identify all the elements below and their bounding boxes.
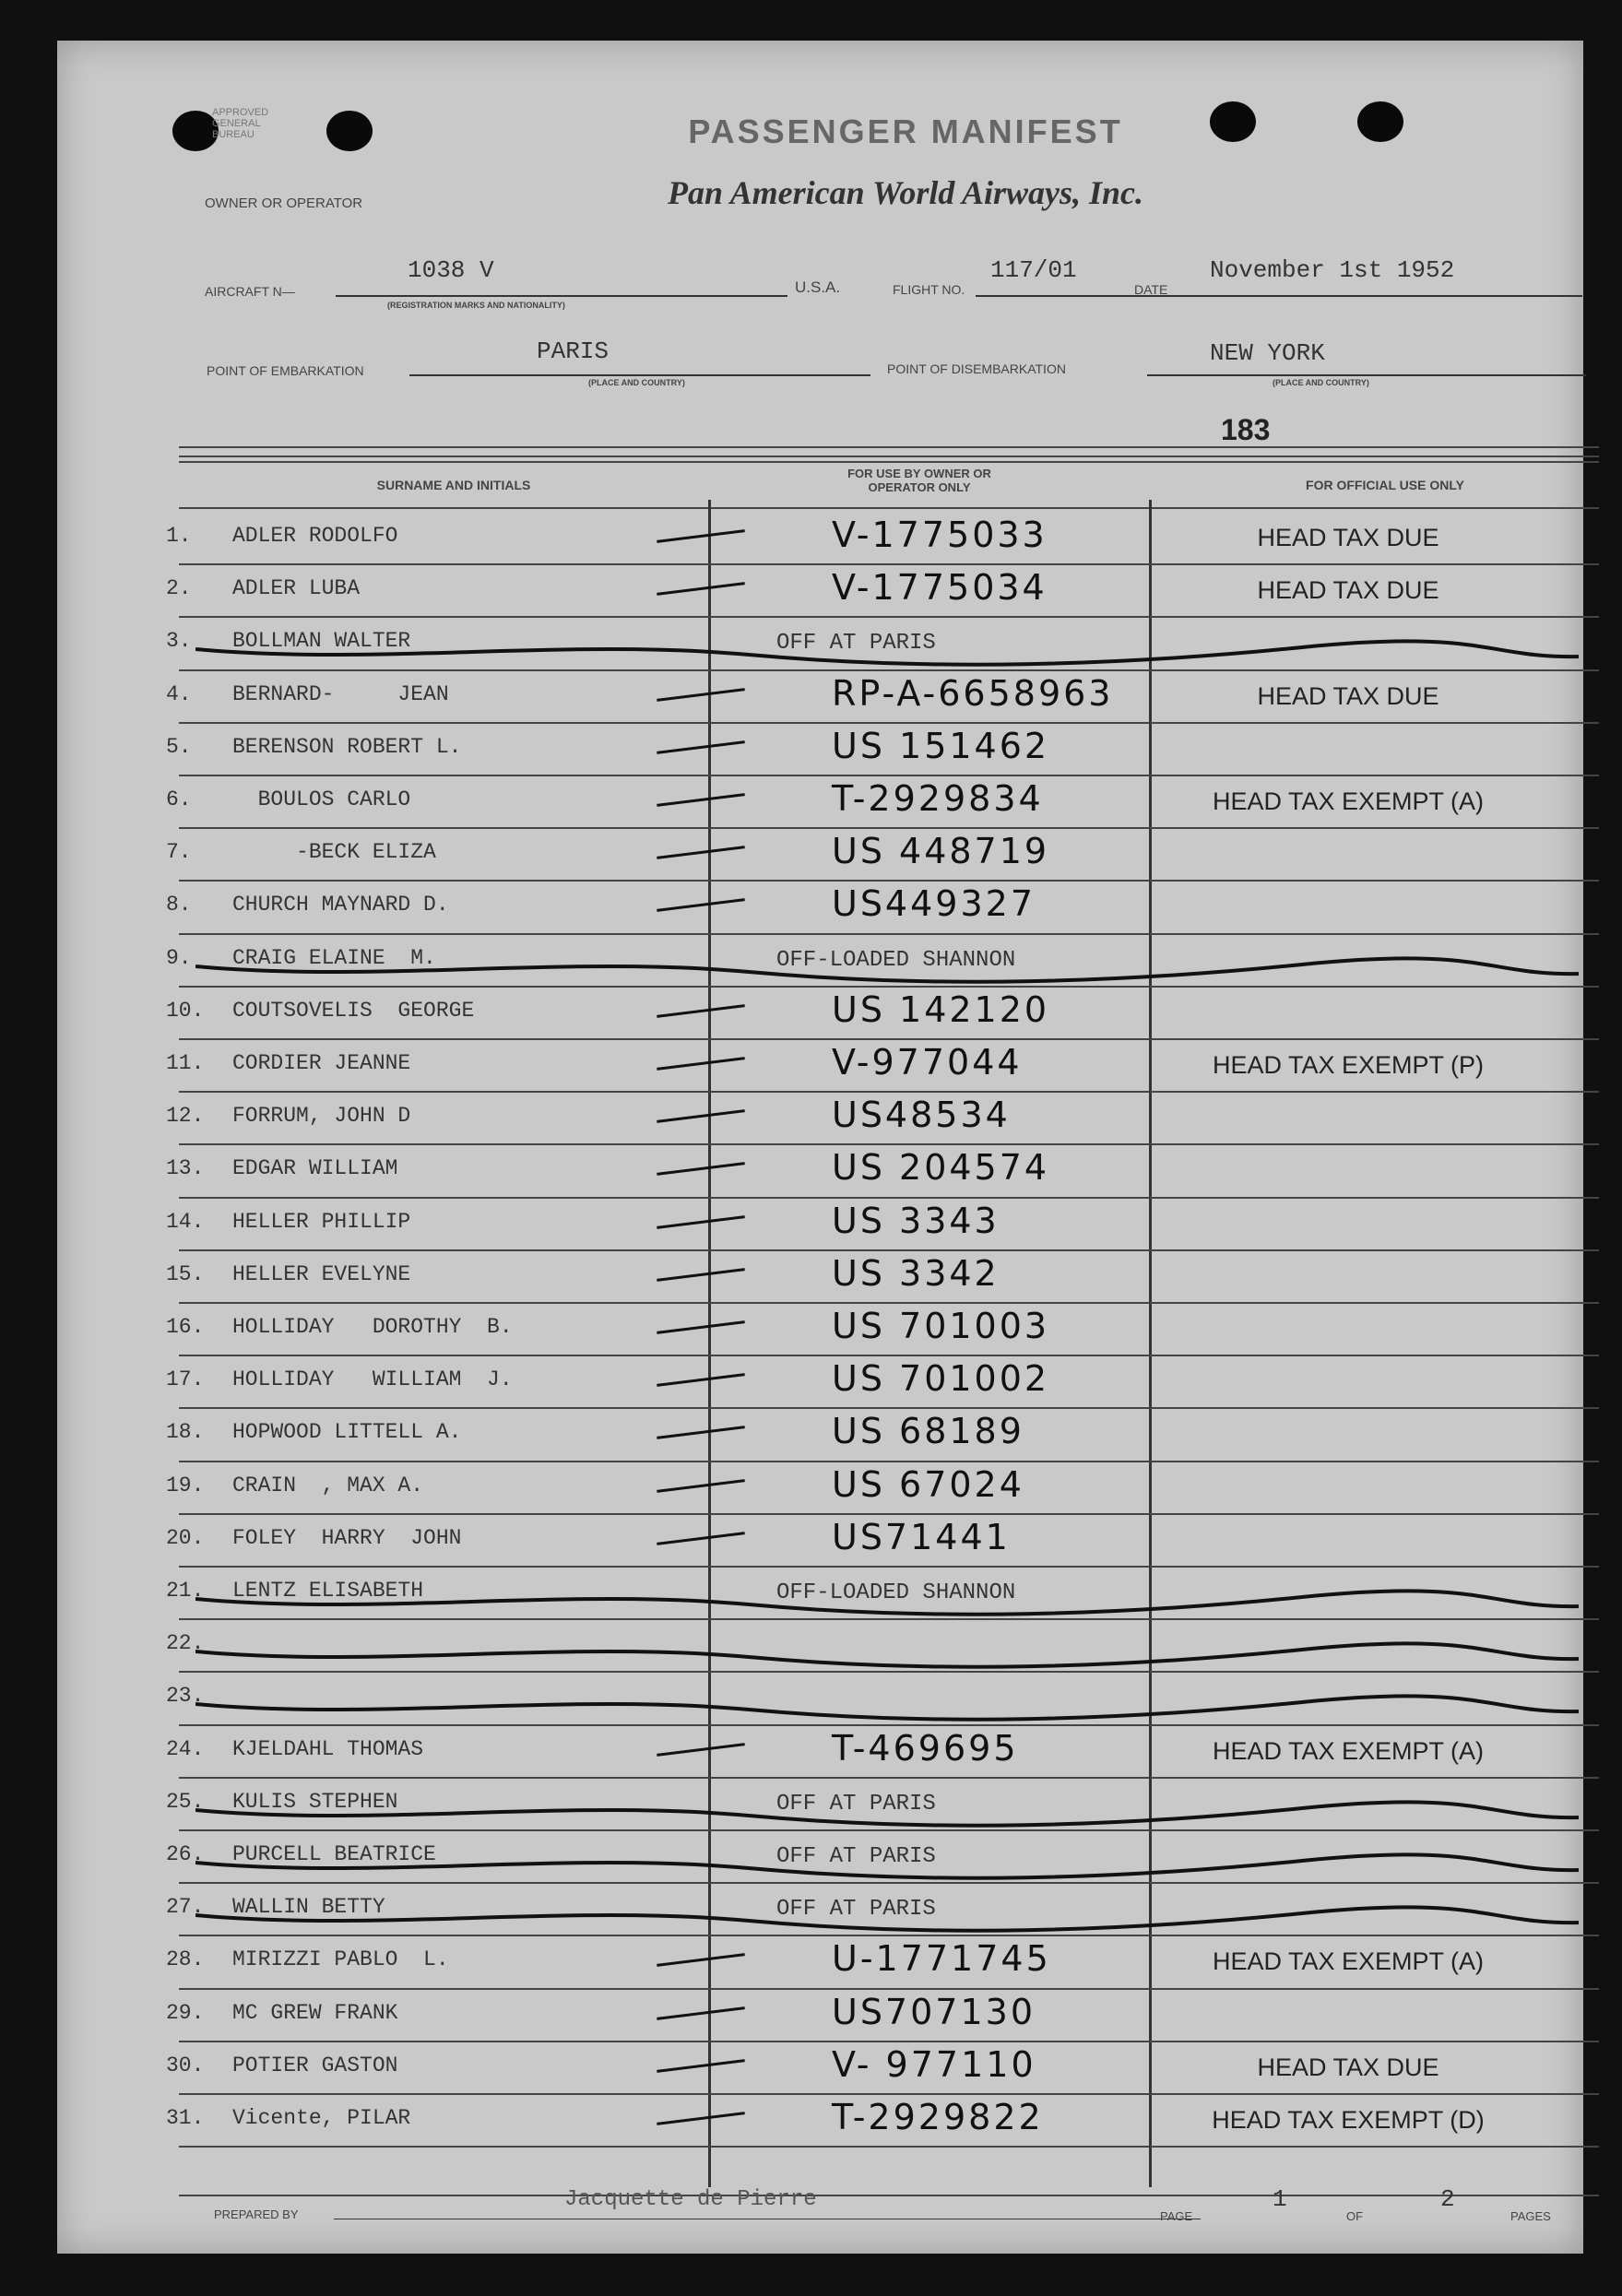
- table-row: [57, 1515, 1583, 1568]
- tick-mark: [657, 2059, 745, 2073]
- strikethrough-line: [195, 1852, 1579, 1885]
- tick-mark: [657, 1743, 745, 1757]
- document-number: V-1775034: [832, 567, 1048, 609]
- official-use-entry: HEAD TAX EXEMPT (A): [1212, 787, 1485, 815]
- table-row: [57, 1673, 1583, 1725]
- document-number: RP-A-6658963: [832, 672, 1114, 714]
- table-row: [57, 1199, 1583, 1251]
- passenger-name: BOLLMAN WALTER: [232, 629, 411, 654]
- embarkation-value: PARIS: [537, 337, 610, 365]
- table-row: [57, 882, 1583, 934]
- tick-mark: [657, 793, 745, 807]
- tick-mark: [657, 1320, 745, 1334]
- tick-mark: [657, 846, 745, 859]
- table-row: [57, 1936, 1583, 1989]
- table-row: [57, 724, 1583, 776]
- document-number: US 204574: [832, 1147, 1050, 1189]
- table-bottom-rule: [179, 2195, 1599, 2196]
- row-number: 8.: [166, 893, 192, 917]
- row-number: 26.: [166, 1842, 205, 1866]
- strikethrough-line: [195, 1799, 1579, 1832]
- aircraft-label: AIRCRAFT N—: [205, 284, 295, 299]
- airline-name: Pan American World Airways, Inc.: [667, 174, 1144, 211]
- table-row: [57, 1409, 1583, 1462]
- aircraft-value: 1038 V: [408, 256, 494, 284]
- document-number: US 67024: [832, 1463, 1024, 1505]
- tick-mark: [657, 688, 745, 702]
- table-top-rule: [179, 461, 1599, 463]
- flight-value: 117/01: [990, 256, 1077, 284]
- embarkation-sublabel: (PLACE AND COUNTRY): [588, 378, 685, 387]
- official-use-entry: HEAD TAX EXEMPT (P): [1212, 1051, 1485, 1079]
- strikethrough-line: [195, 638, 1579, 671]
- passenger-name: Vicente, PILAR: [232, 2106, 411, 2130]
- column-header-surname: SURNAME AND INITIALS: [376, 478, 531, 492]
- document-number: US 701003: [832, 1306, 1050, 1346]
- passenger-name: CORDIER JEANNE: [232, 1051, 411, 1075]
- tick-mark: [657, 1215, 745, 1229]
- table-row: [57, 565, 1583, 618]
- table-row: [57, 1990, 1583, 2042]
- document-number: V-1775033: [832, 515, 1048, 555]
- row-note: OFF AT PARIS: [776, 1897, 936, 1923]
- aircraft-sublabel: (REGISTRATION MARKS AND NATIONALITY): [387, 301, 565, 310]
- passenger-name: HELLER PHILLIP: [232, 1209, 411, 1234]
- table-row: [57, 1884, 1583, 1936]
- tick-mark: [657, 529, 745, 543]
- row-number: 27.: [166, 1895, 205, 1920]
- table-row: [57, 1040, 1583, 1093]
- official-use-entry: HEAD TAX EXEMPT (D): [1212, 2106, 1485, 2134]
- official-use-entry: HEAD TAX DUE: [1257, 524, 1439, 551]
- row-number: 22.: [166, 1631, 205, 1656]
- row-number: 17.: [166, 1367, 205, 1392]
- passenger-name: BOULOS CARLO: [232, 787, 411, 811]
- disembarkation-sublabel: (PLACE AND COUNTRY): [1273, 378, 1369, 387]
- row-note: OFF AT PARIS: [776, 631, 936, 657]
- passenger-name: MIRIZZI PABLO L.: [232, 1947, 449, 1972]
- row-number: 25.: [166, 1789, 205, 1814]
- owner-label: OWNER OR OPERATOR: [205, 195, 363, 211]
- document-number: US 3343: [832, 1200, 1000, 1241]
- tick-mark: [657, 1163, 745, 1177]
- row-number: 4.: [166, 681, 192, 706]
- row-number: 30.: [166, 2053, 205, 2077]
- passenger-name: LENTZ ELISABETH: [232, 1579, 424, 1603]
- passenger-name: HOLLIDAY WILLIAM J.: [232, 1367, 513, 1392]
- row-number: 5.: [166, 734, 192, 759]
- document-number: US 448719: [832, 831, 1050, 872]
- passenger-name: EDGAR WILLIAM: [232, 1156, 398, 1181]
- table-row: [57, 1568, 1583, 1620]
- stamp-line: GENERAL: [212, 118, 261, 129]
- table-row: [57, 1304, 1583, 1356]
- pages-label: PAGES: [1510, 2209, 1551, 2223]
- tick-mark: [657, 1426, 745, 1440]
- strikethrough-line: [195, 1904, 1579, 1937]
- passenger-name: -BECK ELIZA: [232, 840, 436, 865]
- table-row: [57, 618, 1583, 670]
- tick-mark: [657, 2112, 745, 2125]
- table-row: [57, 1356, 1583, 1409]
- embarkation-underline: [409, 374, 870, 376]
- row-number: 23.: [166, 1684, 205, 1709]
- row-number: 15.: [166, 1261, 205, 1286]
- passenger-name: BERNARD- JEAN: [232, 681, 449, 706]
- row-number: 7.: [166, 840, 192, 865]
- prepared-by-label: PREPARED BY: [214, 2207, 299, 2221]
- sheet-number: 183: [1221, 413, 1271, 446]
- passenger-name: CHURCH MAYNARD D.: [232, 893, 449, 917]
- embarkation-label: POINT OF EMBARKATION: [207, 363, 364, 378]
- document-number: T-2929822: [832, 2097, 1044, 2137]
- document-number: US71441: [832, 1516, 1011, 1557]
- table-row: [57, 829, 1583, 882]
- row-number: 28.: [166, 1947, 205, 1972]
- header-bottom-rule: [179, 507, 1599, 509]
- tick-mark: [657, 899, 745, 913]
- document-number: V- 977110: [832, 2043, 1036, 2085]
- row-number: 1.: [166, 524, 192, 548]
- punch-hole: [326, 111, 373, 151]
- page-value: 1: [1273, 2185, 1287, 2213]
- strikethrough-line: [195, 1640, 1579, 1674]
- passenger-name: MC GREW FRANK: [232, 2000, 398, 2025]
- row-number: 2.: [166, 576, 192, 601]
- table-row: [57, 1145, 1583, 1198]
- row-number: 3.: [166, 629, 192, 654]
- official-use-entry: HEAD TAX DUE: [1257, 681, 1439, 710]
- document-number: US48534: [832, 1095, 1011, 1136]
- document-number: T-469695: [832, 1727, 1019, 1769]
- document-number: U-1771745: [832, 1938, 1051, 1980]
- row-number: 13.: [166, 1156, 205, 1181]
- passenger-name: ADLER LUBA: [232, 576, 361, 601]
- row-number: 21.: [166, 1579, 205, 1603]
- table-row: [57, 1779, 1583, 1831]
- official-use-entry: HEAD TAX DUE: [1257, 2053, 1439, 2081]
- table-row: [57, 1831, 1583, 1884]
- table-row: [57, 935, 1583, 988]
- tick-mark: [657, 582, 745, 596]
- column-header-owner-use: FOR USE BY OWNER OR OPERATOR ONLY: [847, 467, 991, 494]
- row-number: 11.: [166, 1051, 205, 1075]
- tick-mark: [657, 1057, 745, 1071]
- tick-mark: [657, 1004, 745, 1018]
- table-row: [57, 1726, 1583, 1779]
- row-number: 20.: [166, 1525, 205, 1550]
- column-header-official-use: FOR OFFICIAL USE ONLY: [1306, 478, 1464, 492]
- document-number: US449327: [832, 883, 1036, 925]
- page-title: PASSENGER MANIFEST: [688, 112, 1123, 150]
- row-number: 31.: [166, 2106, 205, 2130]
- passenger-name: BERENSON ROBERT L.: [232, 734, 462, 759]
- document-number: US 142120: [832, 988, 1050, 1030]
- stamp-line: APPROVED: [212, 107, 269, 118]
- punch-hole: [1357, 101, 1403, 142]
- table-row: [57, 2042, 1583, 2095]
- of-value: 2: [1440, 2185, 1455, 2213]
- stamp-line: BUREAU: [212, 129, 255, 140]
- official-use-entry: HEAD TAX EXEMPT (A): [1212, 1736, 1485, 1765]
- official-use-entry: HEAD TAX DUE: [1257, 576, 1439, 605]
- tick-mark: [657, 2006, 745, 2020]
- passenger-name: HOPWOOD LITTELL A.: [232, 1420, 462, 1445]
- row-note: OFF AT PARIS: [776, 1844, 936, 1869]
- row-note: OFF AT PARIS: [776, 1791, 936, 1817]
- prepared-by-value: Jacquette de Pierre: [564, 2187, 817, 2212]
- passenger-name: PURCELL BEATRICE: [232, 1842, 436, 1866]
- passenger-name: CRAIG ELAINE M.: [232, 945, 436, 970]
- tick-mark: [657, 1532, 745, 1545]
- strikethrough-line: [195, 1693, 1579, 1726]
- row-number: 18.: [166, 1420, 205, 1445]
- aircraft-underline: [336, 295, 787, 297]
- tick-mark: [657, 1373, 745, 1387]
- tick-mark: [657, 1479, 745, 1493]
- row-note: OFF-LOADED SHANNON: [776, 947, 1016, 973]
- approval-stamp: [212, 107, 268, 140]
- row-number: 24.: [166, 1736, 205, 1761]
- table-row: [57, 1462, 1583, 1515]
- strikethrough-line: [195, 955, 1579, 988]
- passenger-name: KULIS STEPHEN: [232, 1789, 398, 1814]
- usa-label: U.S.A.: [795, 278, 841, 296]
- date-underline: [1177, 295, 1582, 297]
- row-number: 14.: [166, 1209, 205, 1234]
- passenger-name: KJELDAHL THOMAS: [232, 1736, 424, 1761]
- table-row: [57, 1251, 1583, 1304]
- passenger-name: WALLIN BETTY: [232, 1895, 385, 1920]
- tick-mark: [657, 1109, 745, 1123]
- row-note: OFF-LOADED SHANNON: [776, 1580, 1016, 1605]
- document-number: V-977044: [832, 1042, 1023, 1083]
- row-number: 10.: [166, 998, 205, 1023]
- row-number: 12.: [166, 1104, 205, 1129]
- table-row: [57, 2095, 1583, 2148]
- row-number: 9.: [166, 945, 192, 970]
- manifest-sheet: [57, 41, 1583, 2254]
- of-label: OF: [1346, 2209, 1364, 2223]
- document-number: US 68189: [832, 1411, 1024, 1452]
- passenger-name: COUTSOVELIS GEORGE: [232, 998, 475, 1023]
- passenger-name: FOLEY HARRY JOHN: [232, 1525, 462, 1550]
- page-label: PAGE: [1160, 2209, 1193, 2223]
- tick-mark: [657, 1954, 745, 1968]
- document-number: US 3342: [832, 1252, 1000, 1294]
- row-number: 16.: [166, 1315, 205, 1339]
- row-number: 29.: [166, 2000, 205, 2025]
- date-value: November 1st 1952: [1210, 256, 1455, 284]
- disembarkation-underline: [1147, 374, 1586, 376]
- punch-hole: [1210, 101, 1256, 142]
- strikethrough-line: [195, 1588, 1579, 1621]
- passenger-name: HOLLIDAY DOROTHY B.: [232, 1315, 513, 1339]
- table-top-rule: [179, 456, 1599, 457]
- disembarkation-value: NEW YORK: [1210, 339, 1325, 367]
- table-row: [57, 988, 1583, 1040]
- disembarkation-label: POINT OF DISEMBARKATION: [887, 361, 1066, 376]
- row-number: 6.: [166, 787, 192, 811]
- table-row: [57, 671, 1583, 724]
- tick-mark: [657, 740, 745, 754]
- tick-mark: [657, 1268, 745, 1282]
- document-number: US 151462: [832, 725, 1050, 766]
- passenger-name: ADLER RODOLFO: [232, 524, 398, 548]
- passenger-name: POTIER GASTON: [232, 2053, 398, 2077]
- official-use-entry: HEAD TAX EXEMPT (A): [1212, 1947, 1485, 1976]
- passenger-name: HELLER EVELYNE: [232, 1261, 411, 1286]
- date-label: DATE: [1134, 282, 1168, 297]
- row-number: 19.: [166, 1473, 205, 1497]
- table-top-rule: [179, 446, 1599, 448]
- table-row: [57, 513, 1583, 565]
- row-rule: [179, 2146, 1599, 2148]
- passenger-name: CRAIN , MAX A.: [232, 1473, 424, 1497]
- passenger-name: FORRUM, JOHN D: [232, 1104, 411, 1129]
- table-row: [57, 1093, 1583, 1145]
- flight-label: FLIGHT NO.: [893, 282, 965, 297]
- document-number: US 701002: [832, 1358, 1050, 1400]
- table-row: [57, 1620, 1583, 1673]
- document-number: US707130: [832, 1991, 1036, 2032]
- table-row: [57, 776, 1583, 829]
- document-number: T-2929834: [832, 778, 1044, 819]
